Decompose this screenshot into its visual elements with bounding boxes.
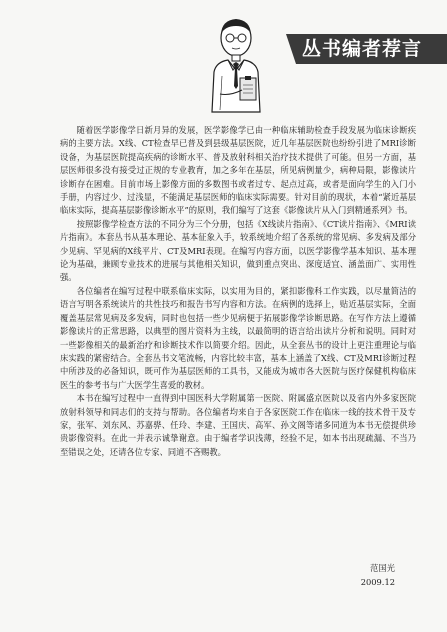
paragraph: 各位编者在编写过程中联系临床实际，以实用为目的，紧扣影像科工作实践，以尽量简洁的语言写明各系统读片的共性技巧和报告书写内容和方法。在病例的选择上，贴近基层实际，全面覆盖基层常见病及多发病，同时也包括一些少见病便于拓展影像学诊断思路。在写作方法上遵循影像读片的正常思路，以典型的图片资料为主线，以最简明的语言给出读片分析和说明。同时对一些影像相关的最新治疗和诊断技术作以简要介绍。因此，从全套丛书的设计上更注重理论与临床实践的紧密结合。全套丛书文笔流畅，内容比较丰富，基本上涵盖了X线、CT及MRI诊断过程中所涉及的必备知识，既可作为基层医师的工具书，又能成为城市各大医院与医疗保健机构临床医生的参考书与广大医学生喜爱的教材。 [60, 285, 416, 390]
date: 2009.12 [360, 577, 395, 587]
doctor-with-clipboard-icon [200, 14, 272, 114]
signature-block [295, 561, 395, 589]
paragraph: 按照影像学检查方法的不同分为三个分册，包括《X线读片指南》、《CT读片指南》、《MRI读片指南》。本套丛书从基本理论、基本征象入手，较系统地介绍了各系统的常见病、多发病及部分少见病、罕见病的X线平片、CT及MRI表现。在编写内容方面，以医学影像学基本知识、基本理论为基础，兼顾专业技术的进展与其他相关知识，做到重点突出、深度适宜、涵盖面广、实用性强。 [60, 218, 416, 283]
preface-title: 丛书编者荐言 [302, 38, 423, 60]
paragraph: 本书在编写过程中一直得到中国医科大学附属第一医院、附属盛京医院以及省内外多家医院放射科领导和同志们的支持与帮助。各位编者均来自于各家医院工作在临床一线的技术骨干及专家，张军、刘东风、苏嘉骅、任玲、李建、王国庆、高军、孙文阁等诸多同道为本书无偿提供珍贵影像资料。在此一并表示诚挚谢意。由于编者学识浅薄，经验不足，如本书出现疏漏、不当乃至错误之处，还请各位专家、同道不吝赐教。 [60, 393, 416, 457]
preface-body [60, 124, 416, 459]
preface-title-banner [296, 34, 447, 64]
paragraph: 随着医学影像学日新月异的发展，医学影像学已由一种临床辅助检查手段发展为临床诊断疾病的主要方法。X线、CT检查早已普及到县级基层医院，近几年基层医院也纷纷引进了MRI诊断设备，为基层医院提高疾病的诊断水平、普及放射科相关治疗技术提供了可能。但另一方面，基层医师很多没有接受过正规的专业教育，加之多年在基层，所见病例量少，病种局限，影像读片诊断存在困难。目前市场上影像方面的多数图书或者过专、起点过高，或者是面向学生的入门小手册，内容过少、过浅显，不能满足基层医师的临床实际需要。针对目前的现状，本着“紧近基层临床实际，提高基层影像诊断水平”的原则，我们编写了这套《影像读片从入门到精通系列》书。 [60, 125, 416, 216]
author-name: 范国光 [370, 563, 395, 573]
